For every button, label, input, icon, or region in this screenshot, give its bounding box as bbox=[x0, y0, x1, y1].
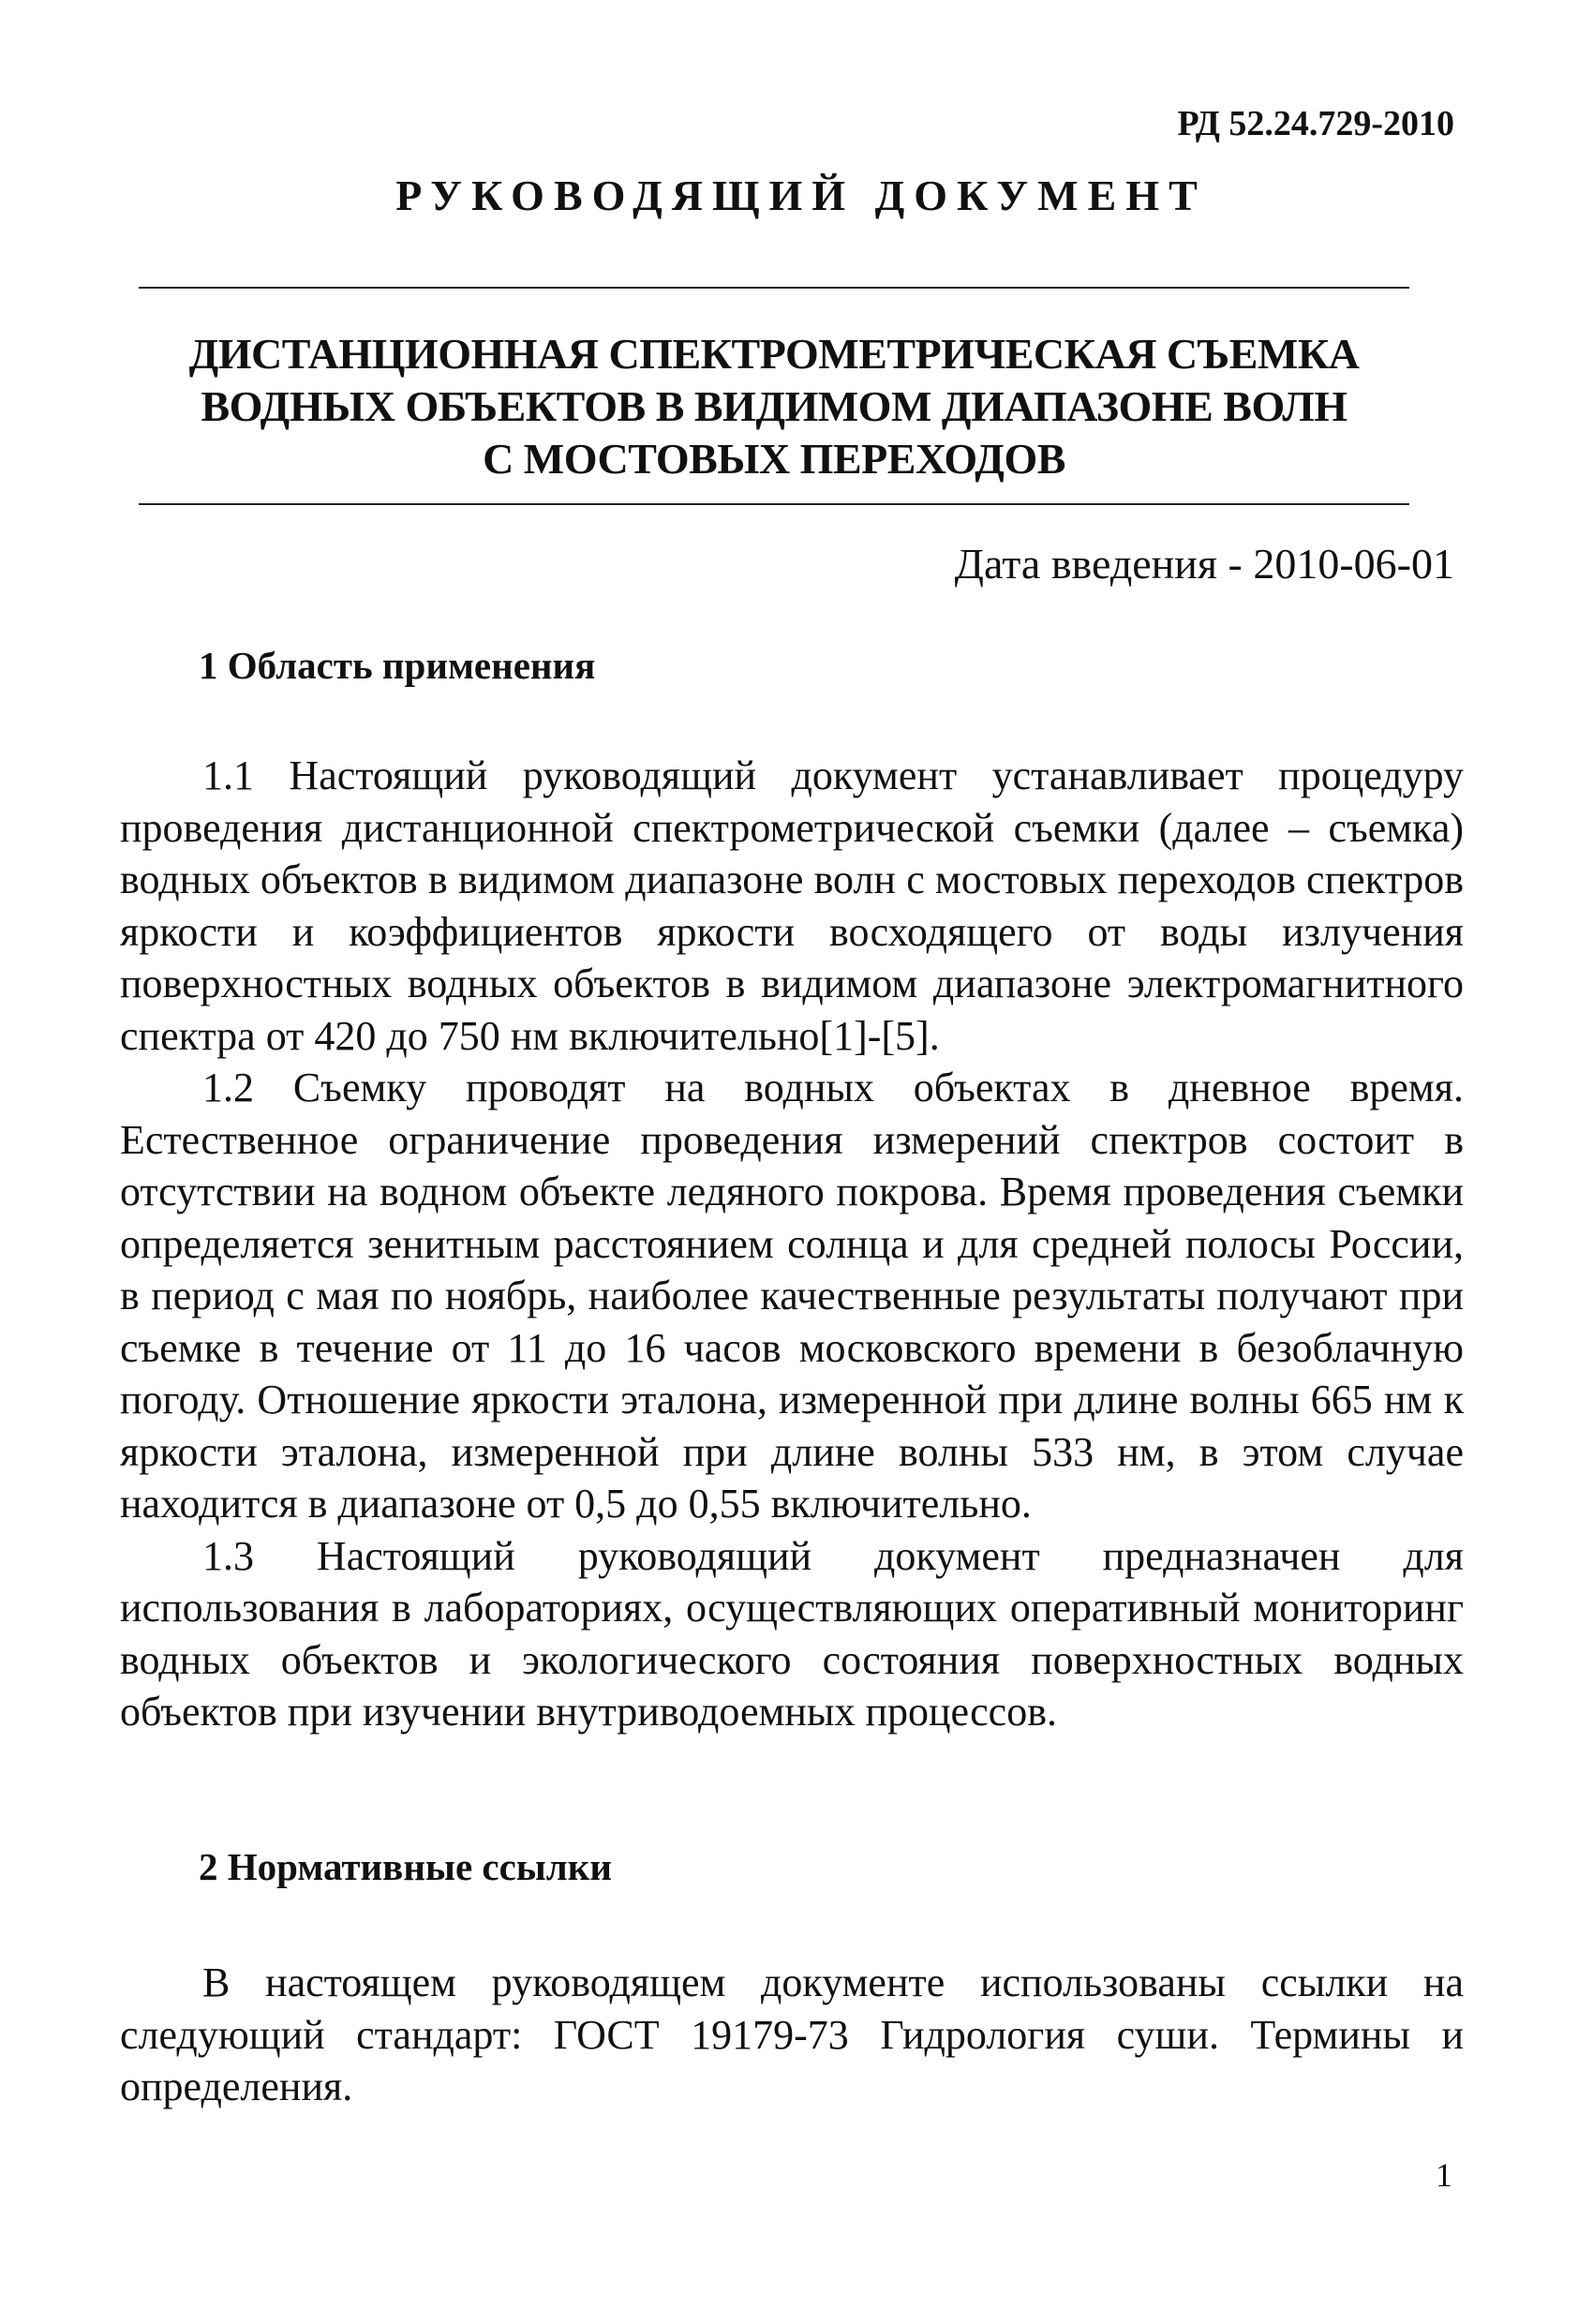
section-2-heading: 2 Нормативные ссылки bbox=[199, 1845, 613, 1888]
paragraph-1-3: 1.3 Настоящий руководящий документ предназначен для использования в лабораториях, осуществляющих оперативный мониторинг водных объектов и экологического состояния поверхностных водных объектов при изучении внутриводоемных процессов. bbox=[120, 1532, 1464, 1735]
section-1-body bbox=[120, 750, 1464, 1738]
paragraph-1-2: 1.2 Съемку проводят на водных объектах в дневное время. Естественное ограничение проведения измерений спектров состоит в отсутствии на водном объекте ледяного покрова. Время проведения съемки определяется зенитным расстоянием солнца и для средней полосы России, в период с мая по ноябрь, наиболее качественные результаты получают при съемке в течение от 11 до 16 часов московского времени в безоблачную погоду. Отношение яркости эталона, измеренной при длине волны 665 нм к яркости эталона, измеренной при длине волны 533 нм, в этом случае находится в диапазоне от 0,5 до 0,55 включительно. bbox=[120, 1065, 1464, 1527]
document-type-heading: РУКОВОДЯЩИЙ ДОКУМЕНТ bbox=[395, 171, 1207, 219]
section-2-body bbox=[120, 1957, 1464, 2113]
title-line: ВОДНЫХ ОБЪЕКТОВ В ВИДИМОМ ДИАПАЗОНЕ ВОЛН bbox=[201, 382, 1347, 430]
page-number: 1 bbox=[1436, 2156, 1452, 2194]
document-title bbox=[139, 328, 1409, 485]
paragraph-2-1: В настоящем руководящем документе использованы ссылки на следующий стандарт: ГОСТ 19179-73 Гидрология суши. Термины и определения. bbox=[120, 1959, 1464, 2109]
effective-date: Дата введения - 2010-06-01 bbox=[954, 540, 1454, 588]
title-bottom-rule bbox=[139, 503, 1409, 505]
title-line: ДИСТАНЦИОННАЯ СПЕКТРОМЕТРИЧЕСКАЯ СЪЕМКА bbox=[188, 330, 1360, 378]
paragraph-1-1: 1.1 Настоящий руководящий документ устанавливает процедуру проведения дистанционной спектрометрической съемки (далее – съемка) водных объектов в видимом диапазоне волн с мостовых переходов спектров яркости и коэффициентов яркости восходящего от воды излучения поверхностных водных объектов в видимом диапазоне электромагнитного спектра от 420 до 750 нм включительно[1]-[5]. bbox=[120, 752, 1464, 1059]
document-code: РД 52.24.729-2010 bbox=[1177, 104, 1454, 143]
title-line: С МОСТОВЫХ ПЕРЕХОДОВ bbox=[483, 435, 1065, 483]
section-1-heading: 1 Область применения bbox=[199, 644, 596, 687]
title-top-rule bbox=[139, 287, 1409, 289]
